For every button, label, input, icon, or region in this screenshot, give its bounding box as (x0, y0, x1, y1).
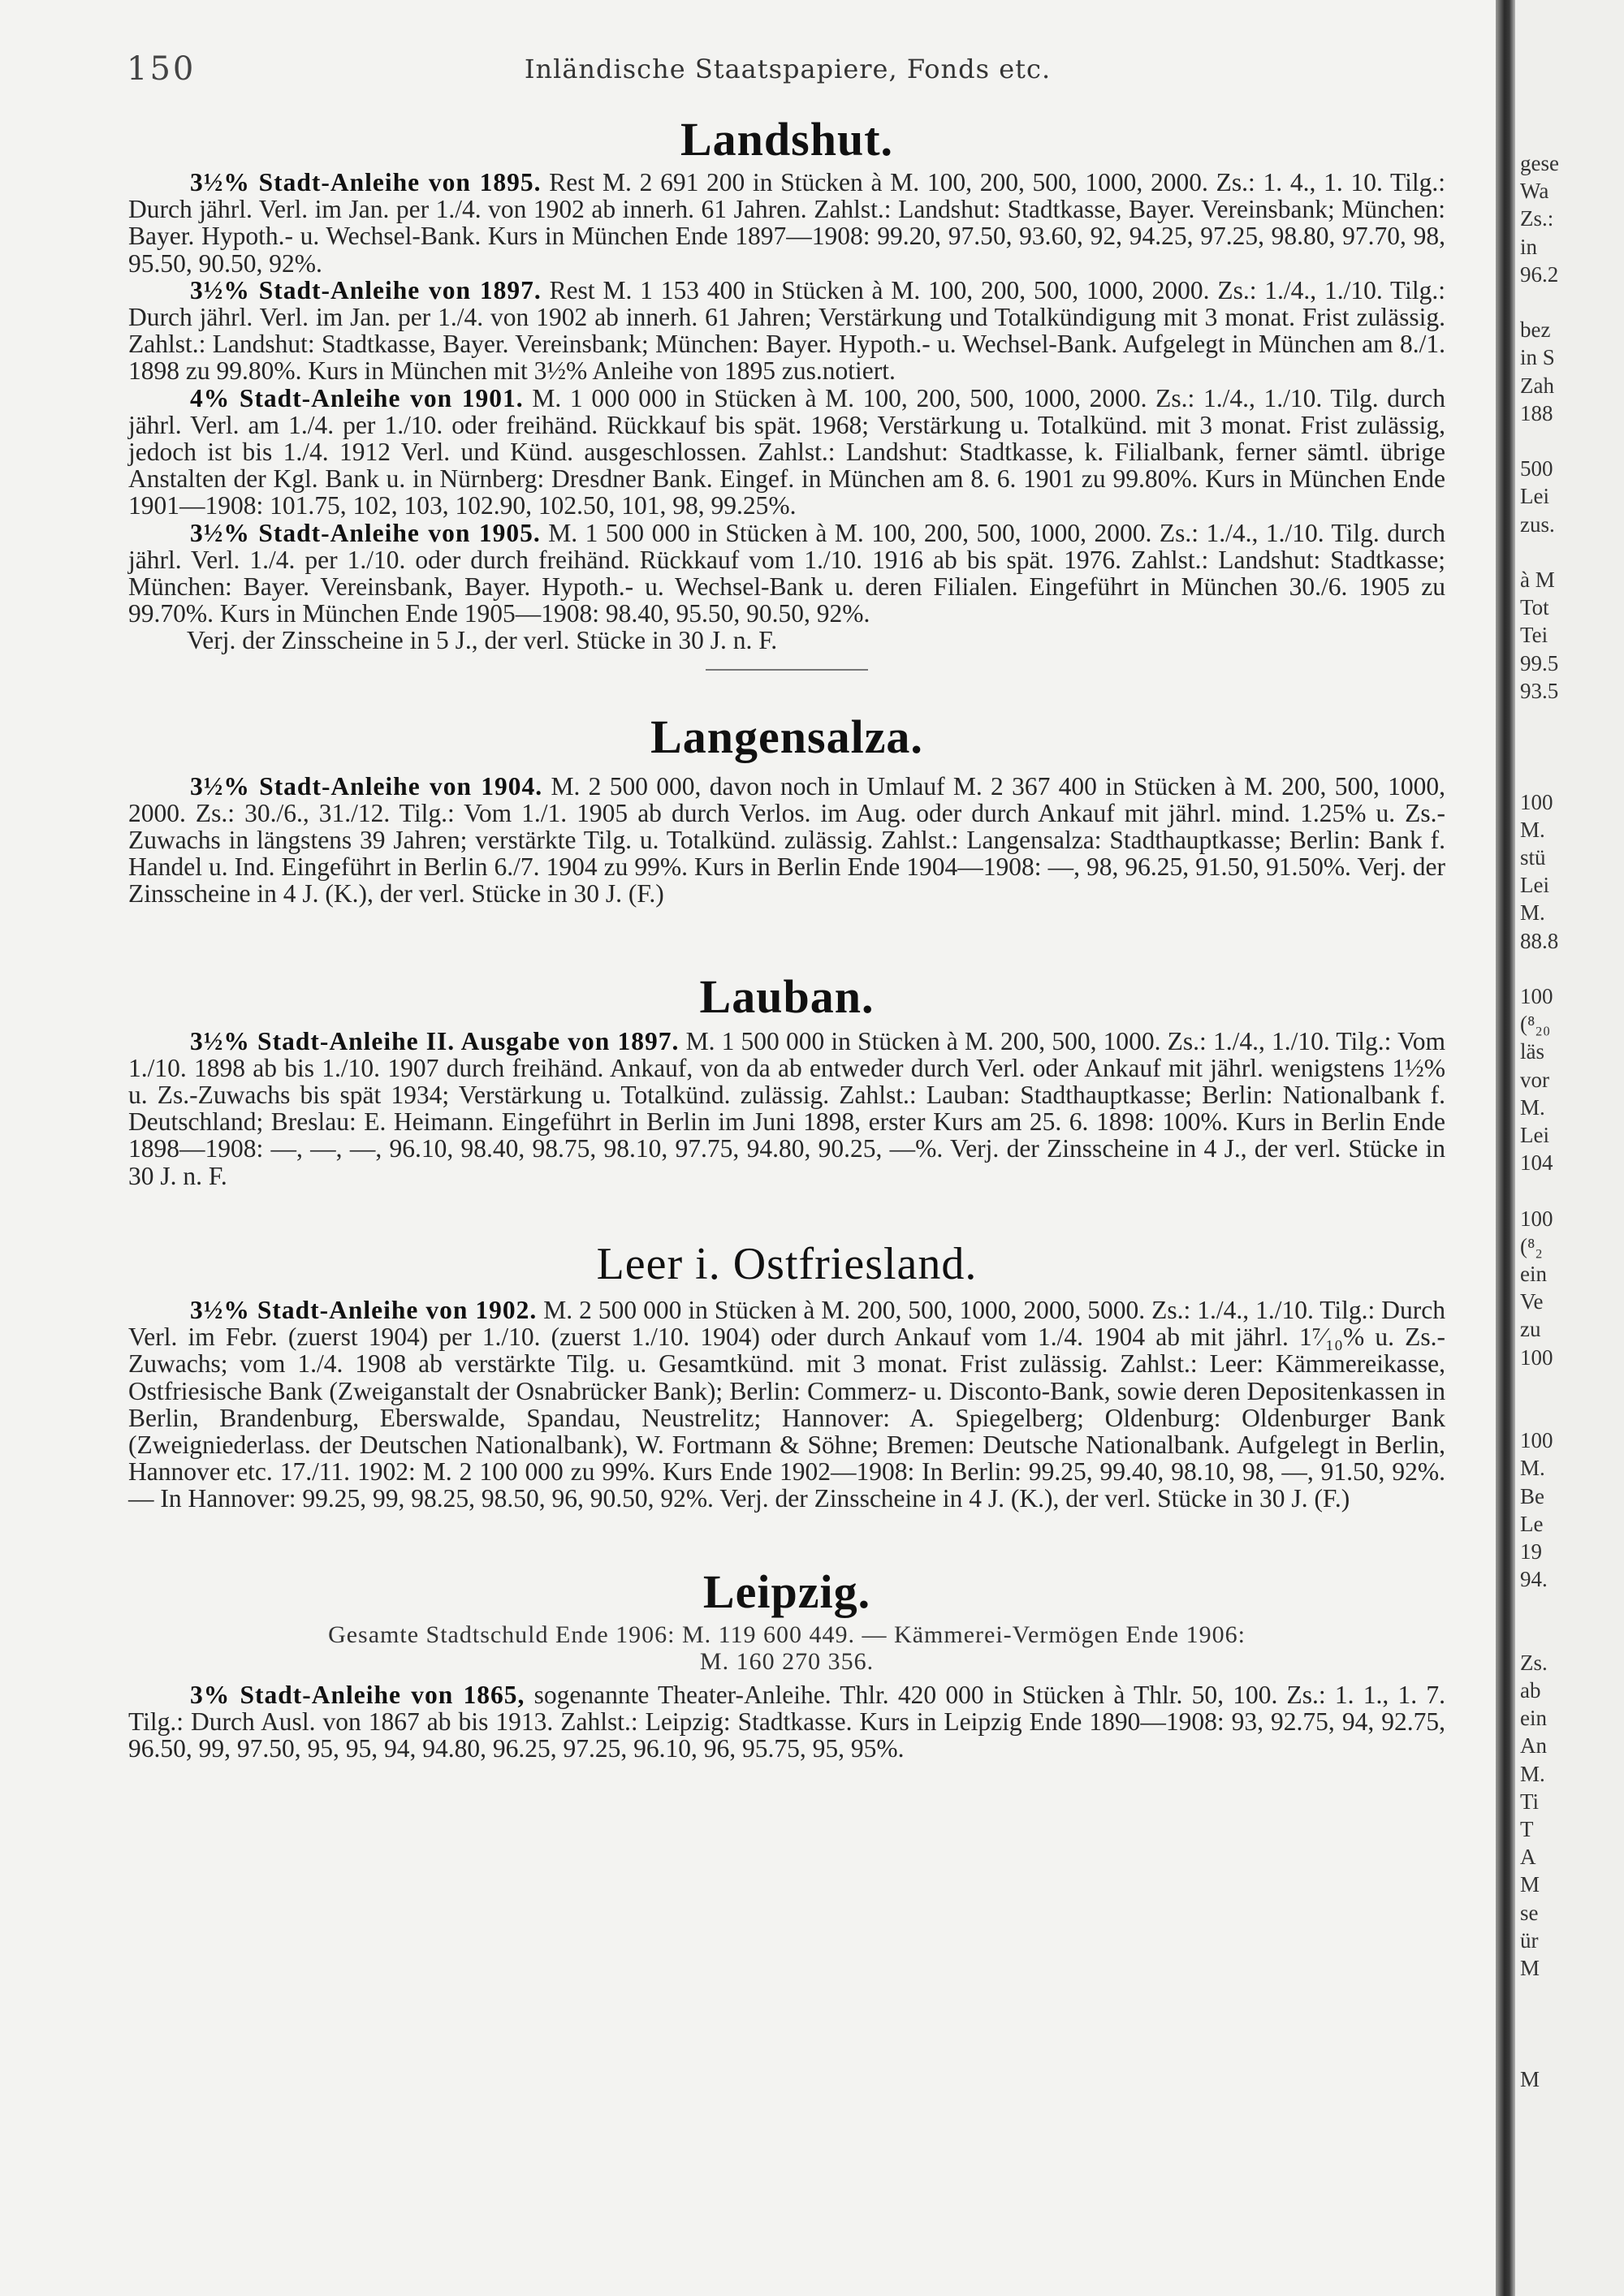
entry-text: sogenannte Theater-Anleihe. Thlr. 420 000 in Stücken à Thlr. 50, 100. Zs.: 1. 1., 1. 7. Tilg.: Durch Ausl. von 1867 ab bis 1913. Zahlst.: Leipzig: Stadtkasse. Kurs in Leipzig Ende 1890—1908: 93, 92.75, 94, 92.75, 96.50, 99, 97.50, 95, 95, 94, 94.80, 96.25, 97.25, 96.10, 96, 95.75, 95, 95%. (128, 1680, 1446, 1763)
adjacent-page-fragment: bez (1520, 317, 1551, 343)
section-title: Landshut. (680, 113, 894, 166)
adjacent-page-fragment: M (1520, 2066, 1540, 2091)
adjacent-page-fragment: ein (1520, 1706, 1547, 1731)
section-lauban (128, 971, 1445, 1189)
entry-heading: 3% Stadt-Anleihe von 1865, (190, 1680, 525, 1709)
adjacent-page-fragment: 100 (1520, 789, 1553, 814)
adjacent-page-fragment: An (1520, 1733, 1547, 1759)
entry-text: Rest M. 2 691 200 in Stücken à M. 100, 200, 500, 1000, 2000. Zs.: 1. 4., 1. 10. Tilg.: Durch jährl. Verl. im Jan. per 1./4. von 1902 ab innerh. 61 Jahren. Zahlst.: Landshut: Stadtkasse, Bayer. Vereinsbank; München: Bayer. Hypoth.- u. Wechsel-Bank. Kurs in München Ende 1897—1908: 99.20, 97.50, 93.60, 92, 94.25, 97.25, 98.80, 97.70, 98, 95.50, 90.50, 92%. (128, 168, 1446, 278)
adjacent-page-fragment: 100 (1520, 1206, 1553, 1231)
adjacent-page-fragment: 104 (1520, 1150, 1553, 1176)
entry-text: M. 1 000 000 in Stücken à M. 100, 200, 500, 1000, 2000. Zs.: 1./4., 1./10. Tilg. durch jährl. Verl. am 1./4. per 1./10. oder freihänd. Rückkauf bis spät. 1968; Verstärkung u. Totalkünd. mit 3 monat. Frist zulässig, jedoch ist bis 1./4. 1912 Verl. und Künd. ausgeschlossen. Zahlst.: Landshut: Stadtkasse, k. Filialbank, ferner sämtl. übrige Anstalten der Kgl. Bank u. in Nürnberg: Dresdner Bank. Eingef. in München am 8. 6. 1901 zu 99.80%. Kurs in München Ende 1901—1908: 101.75, 102, 103, 102.90, 102.50, 101, 98, 99.25%. (128, 383, 1446, 520)
adjacent-page-fragment: 188 (1520, 400, 1553, 425)
limitation-note: Verj. der Zinsscheine in 5 J., der verl. Stücke in 30 J. n. F. (187, 626, 778, 655)
running-title: Inländische Staatspapiere, Fonds etc. (524, 54, 1052, 84)
section-title: Leipzig. (702, 1564, 871, 1618)
assets-summary: M. 160 270 356. (699, 1647, 875, 1675)
adjacent-page-fragment: Zs. (1520, 1650, 1548, 1675)
adjacent-page-fragment: A (1520, 1845, 1536, 1870)
bond-entry (128, 520, 1445, 628)
adjacent-page-fragment: Tei (1520, 623, 1548, 648)
bond-entry (128, 385, 1445, 520)
entry-text: M. 1 500 000 in Stücken à M. 200, 500, 1000. Zs.: 1./4., 1./10. Tilg.: Vom 1./10. 1898 ab bis 1./10. 1907 durch freihänd. Ankauf, von da ab entweder durch Verl. oder Ankauf mit jährl. wenigstens 1½% u. Zs.-Zuwachs bis spät 1934; Verstärkung u. Totalkünd. zulässig. Zahlst.: Lauban: Stadthauptkasse; Berlin: Nationalbank f. Deutschland; Breslau: E. Heimann. Eingeführt in Berlin im Juni 1898, erster Kurs am 25. 6. 1898: 100%. Kurs in Berlin Ende 1898—1908: —, —, —, 96.10, 98.40, 98.75, 98.10, 97.75, 94.80, 90.25, —%. Verj. der Zinsscheine in 4 J., der verl. Stücke in 30 J. n. F. (128, 1026, 1445, 1190)
entry-heading: 3½% Stadt-Anleihe von 1904. (190, 771, 543, 801)
adjacent-page-fragment: 100 (1520, 1344, 1553, 1370)
bond-entry (128, 1681, 1445, 1763)
adjacent-page-fragment: M. (1520, 817, 1545, 842)
adjacent-page-fragment: M. (1520, 900, 1545, 926)
entry-heading: 3½% Stadt-Anleihe II. Ausgabe von 1897. (190, 1026, 680, 1055)
section-leipzig (128, 1566, 1445, 1763)
adjacent-page-fragment: Zs.: (1520, 206, 1554, 231)
bond-entry (128, 1028, 1445, 1189)
entry-text: M. 2 500 000, davon noch in Umlauf M. 2 367 400 in Stücken à M. 200, 500, 1000, 2000. Zs.: 30./6., 31./12. Tilg.: Vom 1./1. 1905 ab durch Verlos. im Aug. oder durch Ankauf mit jährl. mind. 1.25% u. Zs.-Zuwachs in längstens 39 Jahren; verstärkte Tilg. u. Totalkünd. zulässig. Zahlst.: Langensalza: Stadthauptkasse; Berlin: Bank f. Handel u. Ind. Eingeführt in Berlin 6./7. 1904 zu 99%. Kurs in Berlin Ende 1904—1908: —, 98, 96.25, 91.50, 91.50%. Verj. der Zinsscheine in 4 J. (K.), der verl. Stücke in 30 J. (F.) (128, 771, 1445, 908)
adjacent-page-fragment: T (1520, 1817, 1534, 1841)
section-langensalza (128, 711, 1445, 908)
adjacent-page-fragment: ab (1520, 1678, 1541, 1703)
adjacent-page-fragment: (⁸₂₀ (1520, 1012, 1551, 1037)
entry-heading: 4% Stadt-Anleihe von 1901. (190, 383, 524, 412)
adjacent-page-fragment: M. (1520, 1761, 1545, 1786)
adjacent-page-fragment: se (1520, 1900, 1539, 1925)
adjacent-page-fragment: Zah (1520, 373, 1554, 398)
adjacent-page-fragment: ein (1520, 1262, 1547, 1286)
adjacent-page-fragment: Ve (1520, 1289, 1544, 1314)
bond-entry (128, 277, 1445, 385)
entry-text: M. 1 500 000 in Stücken à M. 100, 200, 500, 1000, 2000. Zs.: 1./4., 1./10. Tilg. durch jährl. Verl. 1./4. per 1./10. oder durch freihänd. Rückkauf vom 1./10. 1916 ab bis spät. 1976. Zahlst.: Landshut: Stadtkasse; München: Bayer. Vereinsbank, Bayer. Hypoth.- u. Wechsel-Bank u. deren Filialen. Eingeführt in München 30./6. 1905 zu 99.70%. Kurs in München Ende 1905—1908: 98.40, 95.50, 90.50, 92%. (128, 518, 1446, 628)
adjacent-page-fragment: M. (1520, 1456, 1545, 1481)
adjacent-page-fragment: M. (1520, 1094, 1545, 1120)
adjacent-page-fragment: Lei (1520, 873, 1549, 898)
adjacent-page-fragment: stü (1520, 845, 1546, 870)
section-landshut (128, 114, 1445, 654)
section-title: Lauban. (699, 969, 875, 1023)
adjacent-page-fragment: Wa (1520, 179, 1549, 204)
adjacent-page-fragment: Ti (1520, 1789, 1540, 1814)
adjacent-page-fragment: 100 (1520, 984, 1553, 1008)
adjacent-page-fragment: Tot (1520, 595, 1549, 620)
running-header (122, 50, 1453, 88)
page-content (128, 114, 1445, 1762)
adjacent-page-fragment: zus. (1520, 511, 1555, 537)
entry-heading: 3½% Stadt-Anleihe von 1897. (190, 275, 542, 304)
entry-heading: 3½% Stadt-Anleihe von 1902. (190, 1295, 538, 1324)
entry-heading: 3½% Stadt-Anleihe von 1895. (190, 168, 542, 196)
adjacent-page-fragment: in (1520, 234, 1538, 259)
adjacent-page-fragment: 94. (1520, 1567, 1548, 1592)
adjacent-page-fragment: 93.5 (1520, 678, 1559, 703)
entry-text: Rest M. 1 153 400 in Stücken à M. 100, 200, 500, 1000, 2000. Zs.: 1./4., 1./10. Tilg.: Durch jährl. Verl. im Jan. per 1./4. von 1902 ab innerh. 61 Jahren; Verstärkung und Totalkündigung mit 3 monat. Frist zulässig. Zahlst.: Landshut: Stadtkasse, Bayer. Vereinsbank; München: Bayer. Hypoth.- u. Wechsel-Bank. Aufgelegt in München am 8./1. 1898 zu 99.80%. Kurs in München mit 3½% Anleihe von 1895 zus.notiert. (128, 275, 1446, 386)
adjacent-page-fragment: ür (1520, 1927, 1539, 1953)
adjacent-page-fragment: (⁸₂ (1520, 1233, 1543, 1258)
bond-entry (128, 1297, 1445, 1513)
section-leer (128, 1238, 1445, 1513)
section-divider (706, 669, 868, 671)
adjacent-page-fragment: Be (1520, 1483, 1544, 1508)
page-number: 150 (127, 50, 197, 88)
adjacent-page-fragment: läs (1520, 1039, 1544, 1064)
adjacent-page-fragment: à M (1520, 568, 1555, 592)
entry-heading: 3½% Stadt-Anleihe von 1905. (190, 518, 541, 547)
adjacent-page-fragment: zu (1520, 1317, 1541, 1342)
adjacent-page-edge (1515, 0, 1624, 2296)
bond-entry (128, 169, 1445, 277)
adjacent-page-fragment: 500 (1520, 456, 1553, 481)
adjacent-page-fragment: Lei (1520, 1123, 1549, 1147)
section-title: Langensalza. (650, 710, 923, 763)
adjacent-page-fragment: 96.2 (1520, 261, 1559, 287)
adjacent-page-fragment: Lei (1520, 484, 1549, 509)
adjacent-page-fragment: 100 (1520, 1428, 1553, 1453)
section-title: Leer i. Ostfriesland. (596, 1238, 978, 1289)
book-gutter (1496, 0, 1515, 2296)
adjacent-page-fragment: in S (1520, 345, 1555, 370)
adjacent-page-fragment: 19 (1520, 1539, 1542, 1564)
bond-entry (128, 773, 1445, 908)
adjacent-page-fragment: gese (1520, 151, 1559, 175)
adjacent-page-fragment: M (1520, 1872, 1540, 1897)
adjacent-page-fragment: M (1520, 1956, 1540, 1980)
adjacent-page-fragment: 88.8 (1520, 928, 1559, 953)
adjacent-page-fragment: vor (1520, 1067, 1549, 1092)
entry-text: M. 2 500 000 in Stücken à M. 200, 500, 1000, 2000, 5000. Zs.: 1./4., 1./10. Tilg.: Durch Verl. im Febr. (zuerst 1904) per 1./10. (zuerst 1./10. 1904) oder durch Ankauf vom 1./4. 1904 ab mit jährl. 1⁷⁄₁₀% u. Zs.-Zuwachs; vom 1./4. 1908 ab verstärkte Tilg. u. Gesamtkünd. mit 3 monat. Frist zulässig. Zahlst.: Leer: Kämmereikasse, Ostfriesische Bank (Zweiganstalt der Osnabrücker Bank); Berlin: Commerz- u. Disconto-Bank, sowie deren Depositenkassen in Berlin, Brandenburg, Eberswalde, Spandau, Neustrelitz; Hannover: A. Spiegelberg; Oldenburg: Oldenburger Bank (Zweigniederlass. der Deutschen Nationalbank), W. Fortmann & Söhne; Bremen: Deutsche Nationalbank. Aufgelegt in Berlin, Hannover etc. 17./11. 1902: M. 2 100 000 zu 99%. Kurs Ende 1902—1908: In Berlin: 99.25, 99.40, 98.10, 98, —, 91.50, 92%. — In Hannover: 99.25, 99, 98.25, 98.50, 96, 90.50, 92%. Verj. der Zinsscheine in 4 J. (K.), der verl. Stücke in 30 J. (F.) (128, 1295, 1446, 1513)
debt-summary: Gesamte Stadtschuld Ende 1906: M. 119 600 449. — Kämmerei-Vermögen Ende 1906: (328, 1621, 1246, 1648)
adjacent-page-fragment: Le (1520, 1511, 1544, 1536)
adjacent-page-fragment: 99.5 (1520, 650, 1559, 675)
